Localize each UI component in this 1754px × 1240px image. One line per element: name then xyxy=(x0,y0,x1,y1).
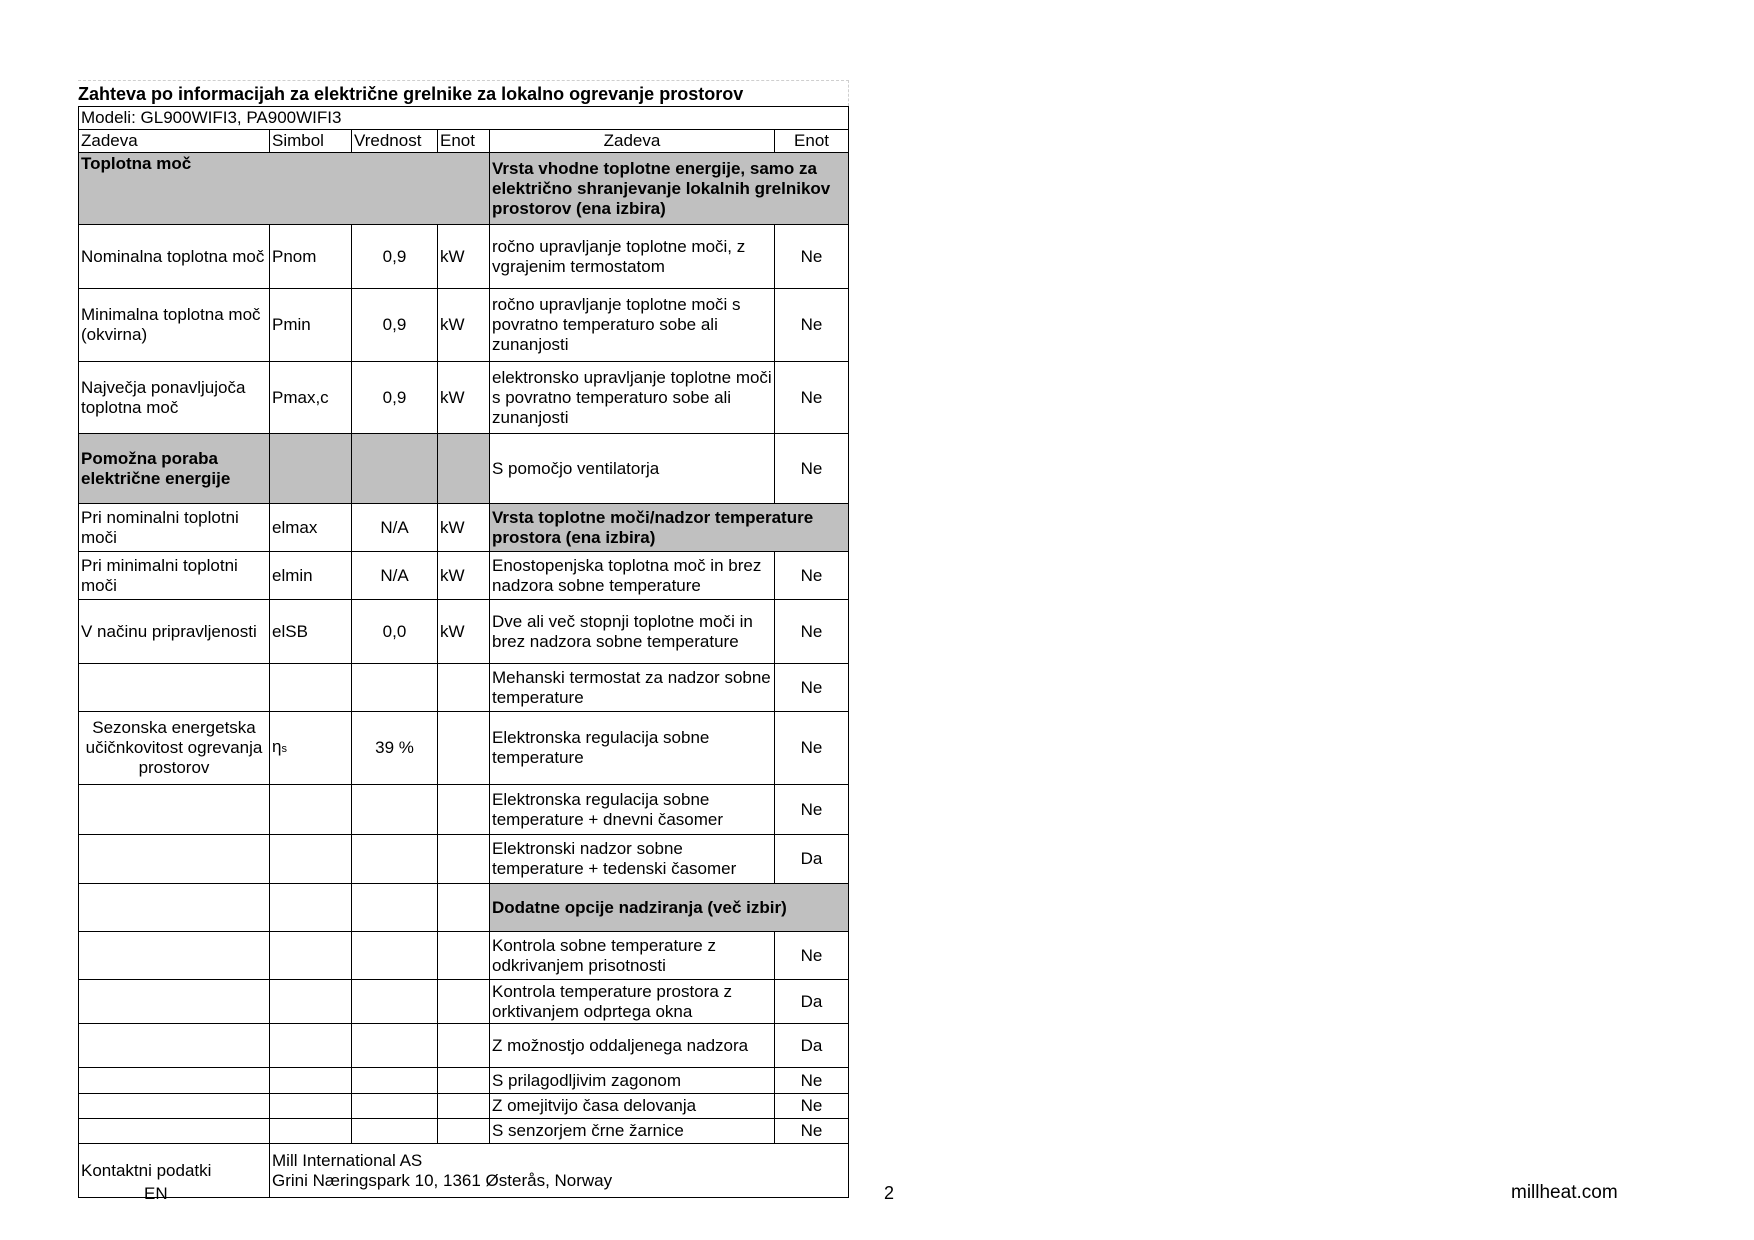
empty-cell xyxy=(352,1068,438,1094)
option-value: Ne xyxy=(775,664,849,712)
empty-cell xyxy=(79,884,270,932)
option-value: Ne xyxy=(775,1068,849,1094)
empty-cell xyxy=(79,980,270,1024)
option-label: Elektronska regulacija sobne temperature + dnevni časomer xyxy=(490,785,775,835)
empty-cell xyxy=(270,835,352,884)
elmax-label: Pri nominalni toplotni moči xyxy=(79,504,270,552)
max-value: 0,9 xyxy=(352,362,438,434)
nominal-symbol: Pnom xyxy=(270,225,352,289)
option-label: S senzorjem črne žarnice xyxy=(490,1119,775,1144)
contact-label: Kontaktni podatki xyxy=(79,1144,270,1198)
document-title: Zahteva po informacijah za električne grelnike za lokalno ogrevanje prostorov xyxy=(78,80,849,106)
empty-cell xyxy=(438,1024,490,1068)
table-row xyxy=(79,664,849,712)
table-row xyxy=(79,1024,849,1068)
max-symbol: Pmax,c xyxy=(270,362,352,434)
empty-cell xyxy=(270,884,352,932)
table-row xyxy=(79,1094,849,1119)
seasonal-label: Sezonska energetska učičnkovitost ogrevanja prostorov xyxy=(79,712,270,785)
elmin-label: Pri minimalni toplotni moči xyxy=(79,552,270,600)
option-label: Mehanski termostat za nadzor sobne temperature xyxy=(490,664,775,712)
empty-cell xyxy=(352,932,438,980)
table-row xyxy=(79,289,849,362)
minimal-symbol: Pmin xyxy=(270,289,352,362)
empty-cell xyxy=(438,932,490,980)
minimal-value: 0,9 xyxy=(352,289,438,362)
elmin-symbol: elmin xyxy=(270,552,352,600)
aux-heading: Pomožna poraba električne energije xyxy=(79,434,270,504)
contact-details xyxy=(270,1144,849,1198)
header-item-2: Zadeva xyxy=(490,130,775,153)
input-type-heading: Vrsta vhodne toplotne energije, samo za električno shranjevanje lokalnih grelnikov prostorov (ena izbira) xyxy=(490,153,849,225)
header-unit-2: Enot xyxy=(775,130,849,153)
table-row xyxy=(79,980,849,1024)
table-row xyxy=(79,600,849,664)
minimal-label: Minimalna toplotna moč (okvirna) xyxy=(79,289,270,362)
empty-cell xyxy=(79,1094,270,1119)
empty-cell xyxy=(79,1024,270,1068)
option-value: Ne xyxy=(775,1094,849,1119)
empty-cell xyxy=(352,1119,438,1144)
table-row xyxy=(79,884,849,932)
contact-row xyxy=(79,1144,849,1198)
option-label: ročno upravljanje toplotne moči s povratno temperaturo sobe ali zunanjosti xyxy=(490,289,775,362)
table-row xyxy=(79,434,849,504)
language-code: EN xyxy=(144,1184,168,1203)
empty-cell xyxy=(79,664,270,712)
empty-cell xyxy=(352,1094,438,1119)
models-cell: Modeli: GL900WIFI3, PA900WIFI3 xyxy=(79,107,849,130)
option-label: Dve ali več stopnji toplotne moči in brez nadzora sobne temperature xyxy=(490,600,775,664)
empty-cell xyxy=(79,1119,270,1144)
empty-cell xyxy=(438,1068,490,1094)
option-value: Da xyxy=(775,1024,849,1068)
empty-cell xyxy=(79,785,270,835)
option-label: ročno upravljanje toplotne moči, z vgrajenim termostatom xyxy=(490,225,775,289)
seasonal-value: 39 % xyxy=(352,712,438,785)
contact-address: Grini Næringspark 10, 1361 Østerås, Norway xyxy=(272,1170,613,1190)
option-value: Ne xyxy=(775,362,849,434)
empty-cell xyxy=(352,884,438,932)
header-value: Vrednost xyxy=(352,130,438,153)
empty-cell xyxy=(352,1024,438,1068)
table-row xyxy=(79,712,849,785)
table-row xyxy=(79,504,849,552)
elmax-value: N/A xyxy=(352,504,438,552)
aux-empty-cell xyxy=(438,434,490,504)
empty-cell xyxy=(438,1119,490,1144)
section-row xyxy=(79,153,849,225)
nominal-label: Nominalna toplotna moč xyxy=(79,225,270,289)
empty-cell xyxy=(438,980,490,1024)
empty-cell xyxy=(270,785,352,835)
option-value: Ne xyxy=(775,712,849,785)
header-unit: Enot xyxy=(438,130,490,153)
table-row xyxy=(79,225,849,289)
extra-options-heading: Dodatne opcije nadziranja (več izbir) xyxy=(490,884,849,932)
empty-cell xyxy=(352,835,438,884)
empty-cell xyxy=(270,980,352,1024)
empty-cell xyxy=(270,1119,352,1144)
elsb-label: V načinu pripravljenosti xyxy=(79,600,270,664)
nominal-value: 0,9 xyxy=(352,225,438,289)
info-requirements-table xyxy=(78,106,849,1198)
page-number: 2 xyxy=(884,1183,895,1203)
output-type-heading: Vrsta toplotne moči/nadzor temperature prostora (ena izbira) xyxy=(490,504,849,552)
empty-cell xyxy=(438,1094,490,1119)
empty-cell xyxy=(438,884,490,932)
aux-empty-cell xyxy=(352,434,438,504)
header-symbol: Simbol xyxy=(270,130,352,153)
empty-cell xyxy=(352,785,438,835)
eta-symbol: η xyxy=(272,737,282,756)
elmax-symbol: elmax xyxy=(270,504,352,552)
empty-cell xyxy=(438,712,490,785)
option-label: Z omejitvijo časa delovanja xyxy=(490,1094,775,1119)
website-url[interactable]: millheat.com xyxy=(1511,1182,1618,1203)
table-row xyxy=(79,1068,849,1094)
empty-cell xyxy=(352,980,438,1024)
seasonal-symbol xyxy=(270,712,352,785)
empty-cell xyxy=(79,835,270,884)
empty-cell xyxy=(438,835,490,884)
table-row xyxy=(79,552,849,600)
empty-cell xyxy=(79,1068,270,1094)
empty-cell xyxy=(438,785,490,835)
empty-cell xyxy=(352,664,438,712)
option-label: Kontrola temperature prostora z orktivanjem odprtega okna xyxy=(490,980,775,1024)
empty-cell xyxy=(270,932,352,980)
header-row xyxy=(79,130,849,153)
max-unit: kW xyxy=(438,362,490,434)
empty-cell xyxy=(79,932,270,980)
elsb-symbol: elSB xyxy=(270,600,352,664)
table-row xyxy=(79,835,849,884)
eta-subscript: s xyxy=(281,743,287,755)
option-label: elektronsko upravljanje toplotne moči s povratno temperaturo sobe ali zunanjosti xyxy=(490,362,775,434)
table-row xyxy=(79,362,849,434)
option-value: Ne xyxy=(775,785,849,835)
option-label: S pomočjo ventilatorja xyxy=(490,434,775,504)
table-row xyxy=(79,932,849,980)
elmin-value: N/A xyxy=(352,552,438,600)
elmin-unit: kW xyxy=(438,552,490,600)
option-label: S prilagodljivim zagonom xyxy=(490,1068,775,1094)
option-value: Da xyxy=(775,980,849,1024)
elmax-unit: kW xyxy=(438,504,490,552)
option-value: Ne xyxy=(775,552,849,600)
elsb-value: 0,0 xyxy=(352,600,438,664)
option-value: Ne xyxy=(775,932,849,980)
contact-company: Mill International AS xyxy=(272,1150,423,1170)
max-label: Največja ponavljujoča toplotna moč xyxy=(79,362,270,434)
option-label: Z možnostjo oddaljenega nadzora xyxy=(490,1024,775,1068)
option-value: Ne xyxy=(775,600,849,664)
option-label: Elektronska regulacija sobne temperature xyxy=(490,712,775,785)
empty-cell xyxy=(270,1094,352,1119)
elsb-unit: kW xyxy=(438,600,490,664)
table-row xyxy=(79,785,849,835)
option-label: Enostopenjska toplotna moč in brez nadzora sobne temperature xyxy=(490,552,775,600)
empty-cell xyxy=(270,1024,352,1068)
minimal-unit: kW xyxy=(438,289,490,362)
option-value: Ne xyxy=(775,225,849,289)
option-value: Da xyxy=(775,835,849,884)
models-row xyxy=(79,107,849,130)
nominal-unit: kW xyxy=(438,225,490,289)
empty-cell xyxy=(438,664,490,712)
empty-cell xyxy=(270,1068,352,1094)
header-item: Zadeva xyxy=(79,130,270,153)
option-label: Kontrola sobne temperature z odkrivanjem prisotnosti xyxy=(490,932,775,980)
empty-cell xyxy=(270,664,352,712)
table-row xyxy=(79,1119,849,1144)
option-value: Ne xyxy=(775,289,849,362)
heat-output-heading: Toplotna moč xyxy=(79,153,490,225)
option-label: Elektronski nadzor sobne temperature + tedenski časomer xyxy=(490,835,775,884)
option-value: Ne xyxy=(775,434,849,504)
aux-empty-cell xyxy=(270,434,352,504)
option-value: Ne xyxy=(775,1119,849,1144)
